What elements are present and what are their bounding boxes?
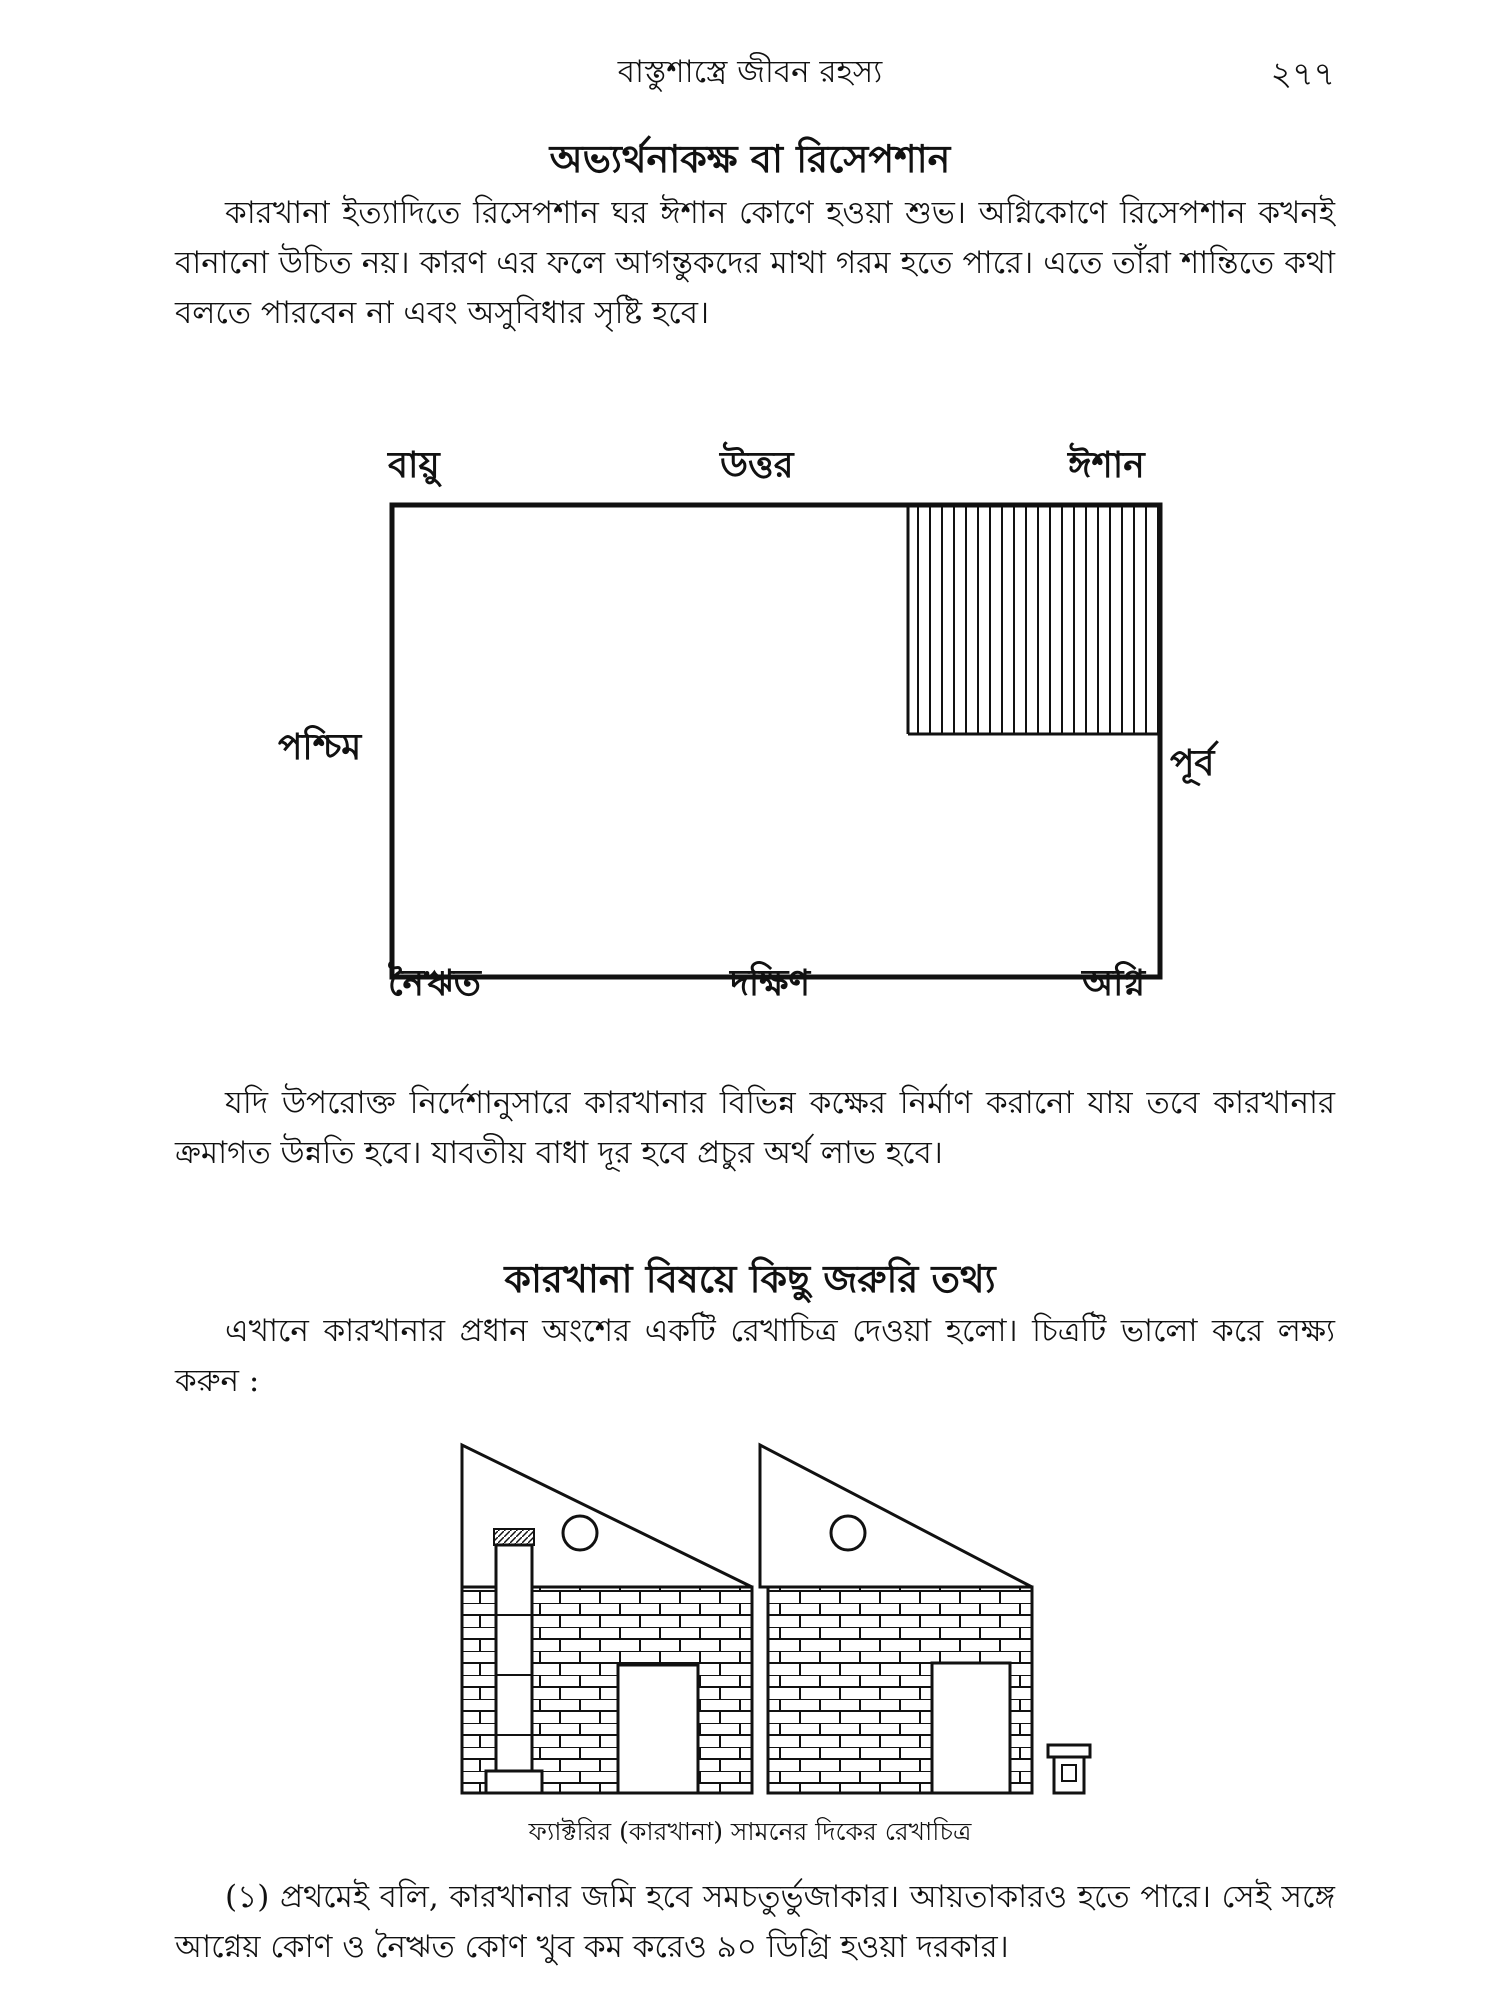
label-west: পশ্চিম	[278, 726, 362, 768]
factory-figure	[0, 1435, 1500, 1805]
reception-paragraph: কারখানা ইত্যাদিতে রিসেপশান ঘর ঈশান কোণে হওয়া শুভ। অগ্নিকোণে রিসেপশান কখনই বানানো উচিত নয়। কারণ এর ফলে আগন্তুকদের মাথা গরম হতে পারে। এতে তাঁরা শান্তিতে কথা বলতে পারবেন না এবং অসুবিধার সৃষ্টি হবে।	[175, 195, 1335, 331]
reception-zone-hatch	[908, 507, 1160, 734]
direction-diagram	[0, 420, 1500, 1020]
factory-info-paragraph: এখানে কারখানার প্রধান অংশের একটি রেখাচিত্র দেওয়া হলো। চিত্রটি ভালো করে লক্ষ্য করুন :	[175, 1313, 1335, 1399]
page-number: ২৭৭	[1270, 54, 1335, 93]
section-heading-factory-info: কারখানা বিষয়ে কিছু জরুরি তথ্য	[504, 1256, 996, 1301]
label-south: দক্ষিণ	[730, 962, 811, 1004]
label-east: পূর্ব	[1170, 742, 1215, 784]
label-southwest: নৈঋত	[388, 962, 481, 1004]
running-title: বাস্তুশাস্ত্রে জীবন রহস্য	[617, 54, 883, 90]
land-shape-paragraph: (১) প্রথমেই বলি, কারখানার জমি হবে সমচতুর্ভুজাকার। আয়তাকারও হতে পারে। সেই সঙ্গে আগ্নেয় কোণ ও নৈঋত কোণ খুব কম করেও ৯০ ডিগ্রি হওয়া দরকার।	[175, 1879, 1335, 1965]
label-southeast: অগ্নি	[1082, 962, 1146, 1004]
factory-drawing	[0, 1435, 1500, 1805]
factory-post-box	[1048, 1745, 1090, 1793]
factory-figure-caption: ফ্যাক্টরির (কারখানা) সামনের দিকের রেখাচিত্র	[528, 1817, 972, 1846]
label-north: উত্তর	[720, 444, 794, 486]
direction-diagram-figure	[0, 420, 1500, 1020]
factory-building-left	[462, 1445, 752, 1793]
label-northeast: ঈশান	[1068, 444, 1145, 486]
label-northwest: বায়ু	[388, 444, 440, 486]
section-heading-reception: অভ্যর্থনাকক্ষ বা রিসেপশান	[549, 136, 951, 181]
construction-benefit-paragraph: যদি উপরোক্ত নির্দেশানুসারে কারখানার বিভিন্ন কক্ষের নির্মাণ করানো যায় তবে কারখানার ক্রমাগত উন্নতি হবে। যাবতীয় বাধা দূর হবে প্রচুর অর্থ লাভ হবে।	[175, 1085, 1335, 1171]
factory-building-right	[760, 1445, 1032, 1793]
running-header	[0, 48, 1500, 98]
